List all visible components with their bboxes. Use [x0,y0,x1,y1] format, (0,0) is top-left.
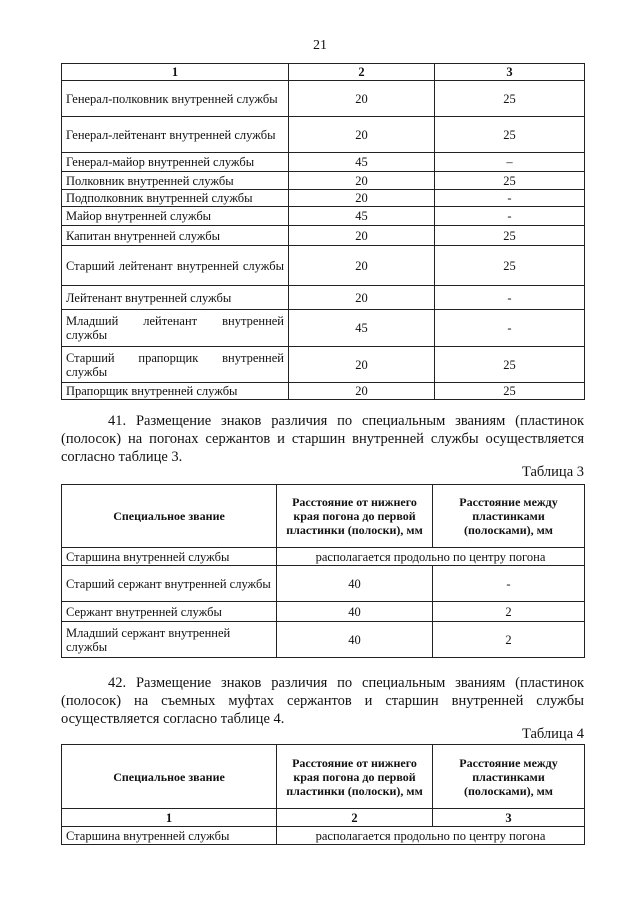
table-header-row [62,745,585,809]
value-cell: 25 [435,383,585,400]
rank-cell: Лейтенант внутренней службы [62,286,289,310]
value-cell: 40 [277,566,433,602]
paragraph-41 [61,412,584,466]
value-cell: - [433,566,585,602]
merged-value-cell: располагается продольно по центру погона [277,548,585,566]
table-row [62,190,585,207]
value-cell: 20 [289,246,435,286]
table-row [62,566,585,602]
paragraph-line: (полосок) на погонах сержантов и старшин внутренней службы осуществляется [61,431,584,447]
table-row [62,310,585,347]
rank-cell: Полковник внутренней службы [62,172,289,190]
paragraph-42 [61,674,584,728]
rank-cell: Старшина внутренней службы [62,548,277,566]
column-header-first-plate-distance: Расстояние от нижнего края погона до первой пластинки (полоски), мм [277,485,433,548]
column-number: 1 [62,64,289,81]
value-cell: 2 [433,602,585,622]
table-row [62,207,585,226]
table-3-caption: Таблица 3 [521,464,584,480]
column-number: 2 [277,809,433,827]
column-number: 2 [289,64,435,81]
table-row [62,286,585,310]
value-cell: 25 [435,246,585,286]
rank-cell: Генерал-майор внутренней службы [62,153,289,172]
table-row [62,383,585,400]
column-header-plate-spacing: Расстояние между пластинками (полосками), мм [433,485,585,548]
table-row [62,153,585,172]
column-header-plate-spacing: Расстояние между пластинками (полосками), мм [433,745,585,809]
rank-cell: Майор внутренней службы [62,207,289,226]
column-header-rank: Специальное звание [62,745,277,809]
column-header-rank: Специальное звание [62,485,277,548]
rank-cell: Старший прапорщик внутренней службы [62,347,289,383]
value-cell: 20 [289,172,435,190]
value-cell: 25 [435,226,585,246]
column-header-first-plate-distance: Расстояние от нижнего края погона до первой пластинки (полоски), мм [277,745,433,809]
value-cell: 20 [289,226,435,246]
value-cell: 40 [277,602,433,622]
table-number-row [62,809,585,827]
rank-cell: Подполковник внутренней службы [62,190,289,207]
table-row [62,226,585,246]
value-cell: 45 [289,207,435,226]
value-cell: 20 [289,117,435,153]
value-cell: 25 [435,81,585,117]
value-cell: - [435,310,585,347]
table-row [62,347,585,383]
column-number: 3 [433,809,585,827]
value-cell: 20 [289,347,435,383]
rank-cell: Сержант внутренней службы [62,602,277,622]
rank-cell: Прапорщик внутренней службы [62,383,289,400]
value-cell: 40 [277,622,433,658]
rank-cell: Генерал-полковник внутренней службы [62,81,289,117]
page-number: 21 [313,38,327,53]
table-4-caption: Таблица 4 [521,726,584,742]
muffs-insignia-table [61,744,585,845]
table-header-row [62,485,585,548]
rank-cell: Младший сержант внутренней службы [62,622,277,658]
table-row [62,622,585,658]
table-row [62,246,585,286]
table-row [62,117,585,153]
value-cell: – [435,153,585,172]
table-row [62,81,585,117]
column-number: 1 [62,809,277,827]
sergeants-insignia-table [61,484,585,658]
rank-cell: Старший сержант внутренней службы [62,566,277,602]
value-cell: - [435,286,585,310]
ranks-distance-table [61,63,585,400]
paragraph-line: осуществляется согласно таблице 4. [61,711,285,727]
value-cell: 2 [433,622,585,658]
merged-value-cell: располагается продольно по центру погона [277,827,585,845]
paragraph-line: 42. Размещение знаков различия по специальным званиям (пластинок [108,675,584,691]
paragraph-line: 41. Размещение знаков различия по специальным званиям (пластинок [108,413,584,429]
value-cell: 20 [289,286,435,310]
value-cell: 45 [289,310,435,347]
table-header-row [62,64,585,81]
table-row [62,827,585,845]
value-cell: 25 [435,117,585,153]
paragraph-line: согласно таблице 3. [61,449,183,465]
value-cell: 20 [289,81,435,117]
rank-cell: Старшина внутренней службы [62,827,277,845]
rank-cell: Генерал-лейтенант внутренней службы [62,117,289,153]
rank-cell: Старший лейтенант внутренней службы [62,246,289,286]
rank-cell: Капитан внутренней службы [62,226,289,246]
table-row [62,172,585,190]
paragraph-line: (полосок) на съемных муфтах сержантов и старшин внутренней службы [61,693,584,709]
table-row [62,602,585,622]
table-row [62,548,585,566]
value-cell: 25 [435,347,585,383]
column-number: 3 [435,64,585,81]
value-cell: 20 [289,190,435,207]
value-cell: - [435,190,585,207]
value-cell: 25 [435,172,585,190]
rank-cell: Младший лейтенант внутренней службы [62,310,289,347]
value-cell: - [435,207,585,226]
value-cell: 45 [289,153,435,172]
value-cell: 20 [289,383,435,400]
